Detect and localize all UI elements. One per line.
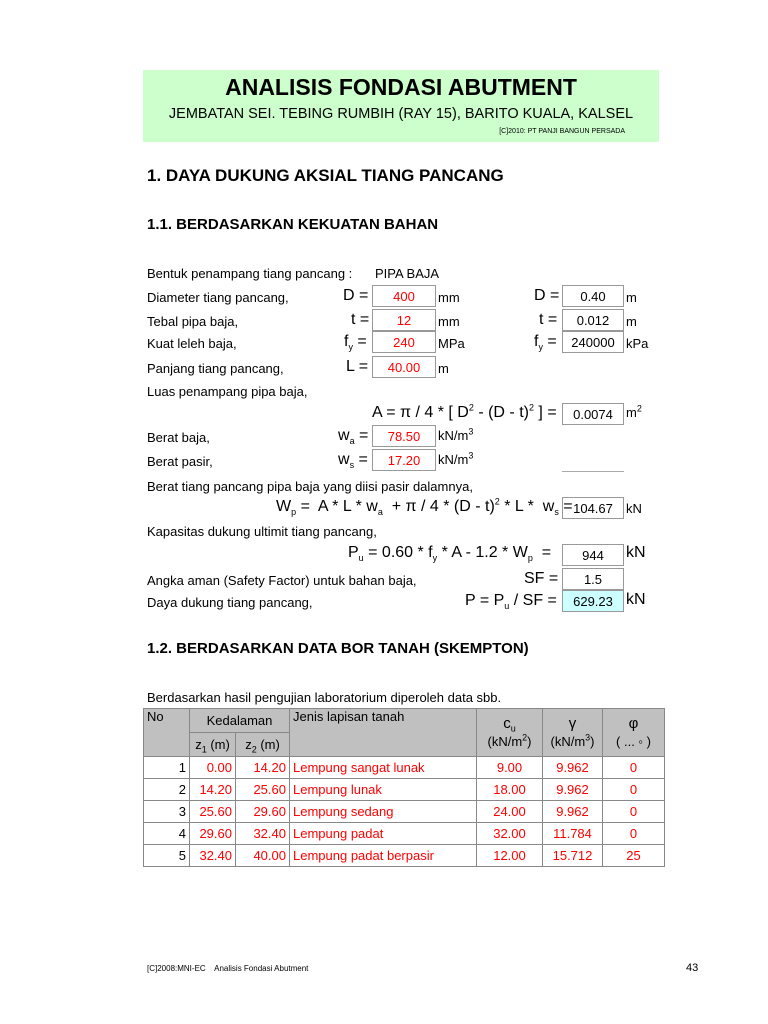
Wp-unit: kN [626,501,642,516]
fy-kpa-symbol: $f_y$ = [534,333,557,353]
A-formula: A = π / 4 * [ $D^2 - (D - t)^2$ ] = [372,402,557,421]
row-no: 4 [144,823,190,845]
soil-table [143,708,665,867]
t-m-unit: m [626,314,637,329]
Pu-formula: $P_u = 0.60 * f_y * A - 1.2 * W_p$ = [348,544,552,564]
document-title: ANALISIS FONDASI ABUTMENT [225,74,577,100]
row-z2: 14.20 [236,757,290,779]
ws-input[interactable]: 17.20 [372,449,436,471]
table-row [144,801,665,823]
copyright-note: [C]2010: PT PANJI BANGUN PERSADA [499,128,625,135]
row-z2: 40.00 [236,845,290,867]
Wp-formula: $W_p = A * L * w_a + \pi / 4 * (D - t)^2 * L * w_s$ = [276,496,573,518]
row-no: 2 [144,779,190,801]
fy-unit: MPa [438,336,465,351]
row-z1: 0.00 [190,757,236,779]
table-header-row [144,709,665,733]
D-unit: mm [438,290,460,305]
bentuk-value: PIPA BAJA [375,266,440,281]
row-jenis: Lempung sedang [290,801,477,823]
header-phi: φ ( ... ◦ ) [603,709,665,757]
row-no: 5 [144,845,190,867]
row-z2: 29.60 [236,801,290,823]
t-m-symbol: t = [539,311,558,328]
table-row [144,757,665,779]
header-kedalaman: Kedalaman [190,709,290,733]
row-phi: 0 [603,779,665,801]
P-value: 629.23 [562,590,624,612]
row-no: 1 [144,757,190,779]
Pu-value: 944 [562,544,624,566]
L-unit: m [438,361,449,376]
P-unit: kN [626,591,646,608]
row-cu: 24.00 [477,801,543,823]
table-row [144,823,665,845]
row-gamma: 9.962 [543,757,603,779]
row-no: 3 [144,801,190,823]
document-subtitle: JEMBATAN SEI. TEBING RUMBIH (RAY 15), BARITO KUALA, KALSEL [168,106,634,122]
table-row [144,845,665,867]
D-input[interactable]: 400 [372,285,436,307]
row-gamma: 9.962 [543,801,603,823]
row-jenis: Lempung padat berpasir [290,845,477,867]
row-cu: 9.00 [477,757,543,779]
kapasitas-label: Kapasitas dukung ultimit tiang pancang, [147,524,377,539]
safety-factor-label: Angka aman (Safety Factor) untuk bahan baja, [147,573,417,588]
section-1-2-title: 1.2. BERDASARKAN DATA BOR TANAH (SKEMPTON) [147,640,529,657]
row-phi: 25 [603,845,665,867]
section-1-title: 1. DAYA DUKUNG AKSIAL TIANG PANCANG [147,166,504,185]
document-header [143,70,659,142]
berat-pasir-label: Berat pasir, [147,454,213,469]
D-m-value: 0.40 [562,285,624,307]
daya-dukung-label: Daya dukung tiang pancang, [147,595,313,610]
fy-kpa-value: 240000 [562,331,624,353]
row-gamma: 11.784 [543,823,603,845]
row-jenis: Lempung padat [290,823,477,845]
row-gamma: 15.712 [543,845,603,867]
A-unit: $m^2$ [626,403,642,420]
Pu-unit: kN [626,544,646,561]
ws-symbol: $w_s$ = [338,451,368,471]
Wp-value: 104.67 [562,497,624,519]
row-z2: 32.40 [236,823,290,845]
L-input[interactable]: 40.00 [372,356,436,378]
L-symbol: L = [346,358,369,375]
row-phi: 0 [603,757,665,779]
diameter-label: Diameter tiang pancang, [147,290,289,305]
row-phi: 0 [603,823,665,845]
row-z1: 32.40 [190,845,236,867]
ws-unit: $kN/m^3$ [438,450,474,467]
table-row [144,779,665,801]
row-jenis: Lempung lunak [290,779,477,801]
D-m-symbol: D = [534,287,560,304]
wa-symbol: $w_a$ = [338,427,369,447]
header-cu: $c_u$ $(kN/m^2)$ [477,709,543,757]
header-no: No [144,709,190,757]
fy-input[interactable]: 240 [372,331,436,353]
t-input[interactable]: 12 [372,309,436,331]
fy-kpa-unit: kPa [626,336,649,351]
t-m-value: 0.012 [562,309,624,331]
wa-unit: $kN/m^3$ [438,426,474,443]
D-symbol: D = [343,287,369,304]
D-m-unit: m [626,290,637,305]
wa-input[interactable]: 78.50 [372,425,436,447]
tebal-label: Tebal pipa baja, [147,314,239,329]
row-z1: 25.60 [190,801,236,823]
berat-baja-label: Berat baja, [147,430,210,445]
luas-label: Luas penampang pipa baja, [147,384,308,399]
berat-tiang-label: Berat tiang pancang pipa baja yang diisi pasir dalamnya, [147,479,473,494]
row-phi: 0 [603,801,665,823]
fy-symbol: $f_y$ = [344,333,367,353]
row-gamma: 9.962 [543,779,603,801]
SF-symbol: SF = [524,570,559,587]
bentuk-label: Bentuk penampang tiang pancang : [147,266,353,281]
page-number: 43 [686,962,699,974]
A-value: 0.0074 [562,403,624,425]
header-gamma: γ $(kN/m^3)$ [543,709,603,757]
row-z1: 29.60 [190,823,236,845]
header-jenis: Jenis lapisan tanah [290,709,477,757]
divider [562,471,624,472]
header-z1: $z_1$ (m) [190,733,236,757]
SF-value: 1.5 [562,568,624,590]
soil-intro: Berdasarkan hasil pengujian laboratorium diperoleh data sbb. [147,690,502,705]
header-z2: $z_2$ (m) [236,733,290,757]
P-formula: $P = P_u$ / SF = [465,592,557,612]
row-cu: 12.00 [477,845,543,867]
t-symbol: t = [351,311,370,328]
panjang-label: Panjang tiang pancang, [147,361,284,376]
row-z1: 14.20 [190,779,236,801]
row-z2: 25.60 [236,779,290,801]
row-cu: 18.00 [477,779,543,801]
section-1-1-title: 1.1. BERDASARKAN KEKUATAN BAHAN [147,216,439,233]
footer-left: [C]2008:MNI-EC Analisis Fondasi Abutment [147,964,309,973]
row-cu: 32.00 [477,823,543,845]
kuat-leleh-label: Kuat leleh baja, [147,336,237,351]
t-unit: mm [438,314,460,329]
row-jenis: Lempung sangat lunak [290,757,477,779]
